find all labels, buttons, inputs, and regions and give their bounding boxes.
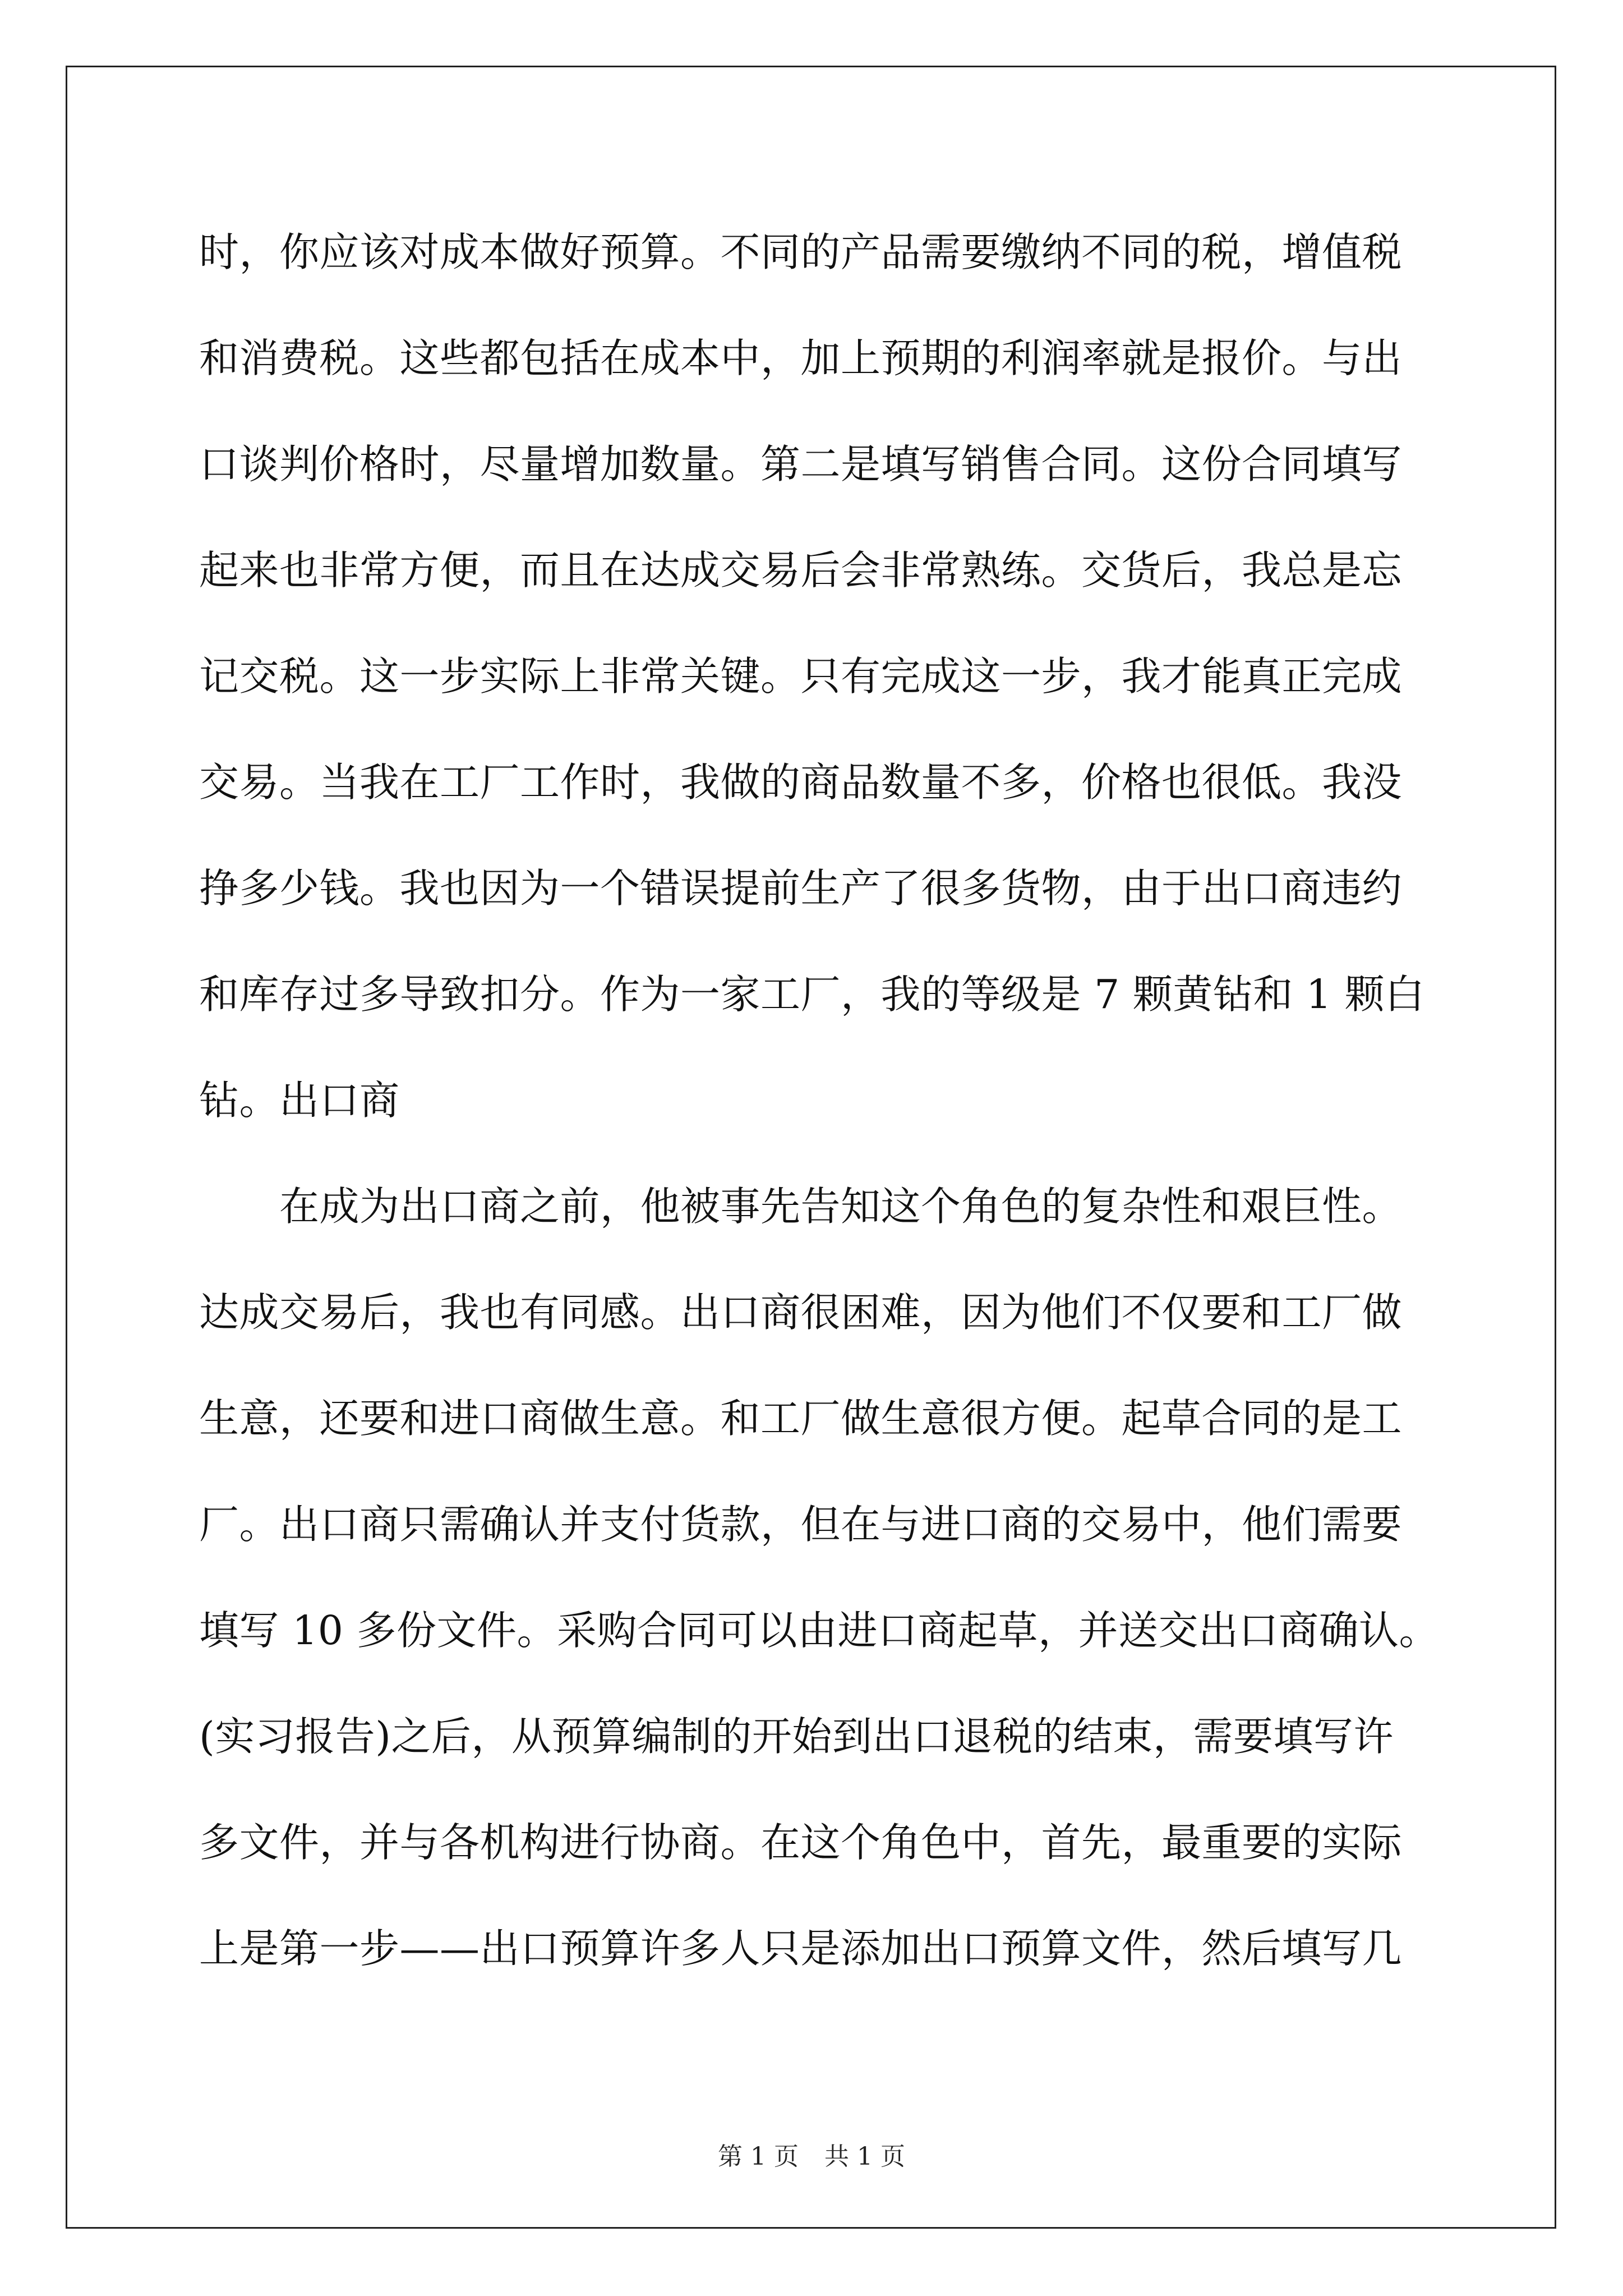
text-line: 生意，还要和进口商做生意。和工厂做生意很方便。起草合同的是工 bbox=[199, 1395, 1403, 1442]
text-line: 厂。出口商只需确认并支付货款，但在与进口商的交易中，他们需要 bbox=[199, 1501, 1403, 1548]
text-line: 上是第一步——出口预算许多人只是添加出口预算文件，然后填写几 bbox=[199, 1925, 1403, 1972]
text-line: 和库存过多导致扣分。作为一家工厂，我的等级是 7 颗黄钻和 1 颗白 bbox=[199, 971, 1425, 1018]
text-line: 钻。出口商 bbox=[199, 1077, 400, 1124]
text-line: 时，你应该对成本做好预算。不同的产品需要缴纳不同的税，增值税 bbox=[199, 229, 1403, 275]
paragraph-start-line: 在成为出口商之前，他被事先告知这个角色的复杂性和艰巨性。 bbox=[279, 1183, 1403, 1230]
page-footer bbox=[0, 2136, 1623, 2172]
text-line: 填写 10 多份文件。采购合同可以由进口商起草，并送交出口商确认。 bbox=[199, 1607, 1439, 1654]
text-line: (实习报告)之后，从预算编制的开始到出口退税的结束，需要填写许 bbox=[199, 1713, 1394, 1760]
text-line: 交易。当我在工厂工作时，我做的商品数量不多，价格也很低。我没 bbox=[199, 759, 1403, 806]
text-line: 记交税。这一步实际上非常关键。只有完成这一步，我才能真正完成 bbox=[199, 653, 1403, 700]
text-line: 口谈判价格时，尽量增加数量。第二是填写销售合同。这份合同填写 bbox=[199, 441, 1403, 487]
text-line: 多文件，并与各机构进行协商。在这个角色中，首先，最重要的实际 bbox=[199, 1819, 1403, 1866]
text-line: 达成交易后，我也有同感。出口商很困难，因为他们不仅要和工厂做 bbox=[199, 1289, 1403, 1336]
document-body bbox=[199, 219, 1444, 2021]
page-total: 共 1 页 bbox=[824, 2142, 905, 2171]
text-line: 和消费税。这些都包括在成本中，加上预期的利润率就是报价。与出 bbox=[199, 335, 1403, 381]
text-line: 挣多少钱。我也因为一个错误提前生产了很多货物，由于出口商违约 bbox=[199, 865, 1403, 912]
page-number: 第 1 页 bbox=[718, 2142, 799, 2171]
text-line: 起来也非常方便，而且在达成交易后会非常熟练。交货后，我总是忘 bbox=[199, 547, 1403, 593]
